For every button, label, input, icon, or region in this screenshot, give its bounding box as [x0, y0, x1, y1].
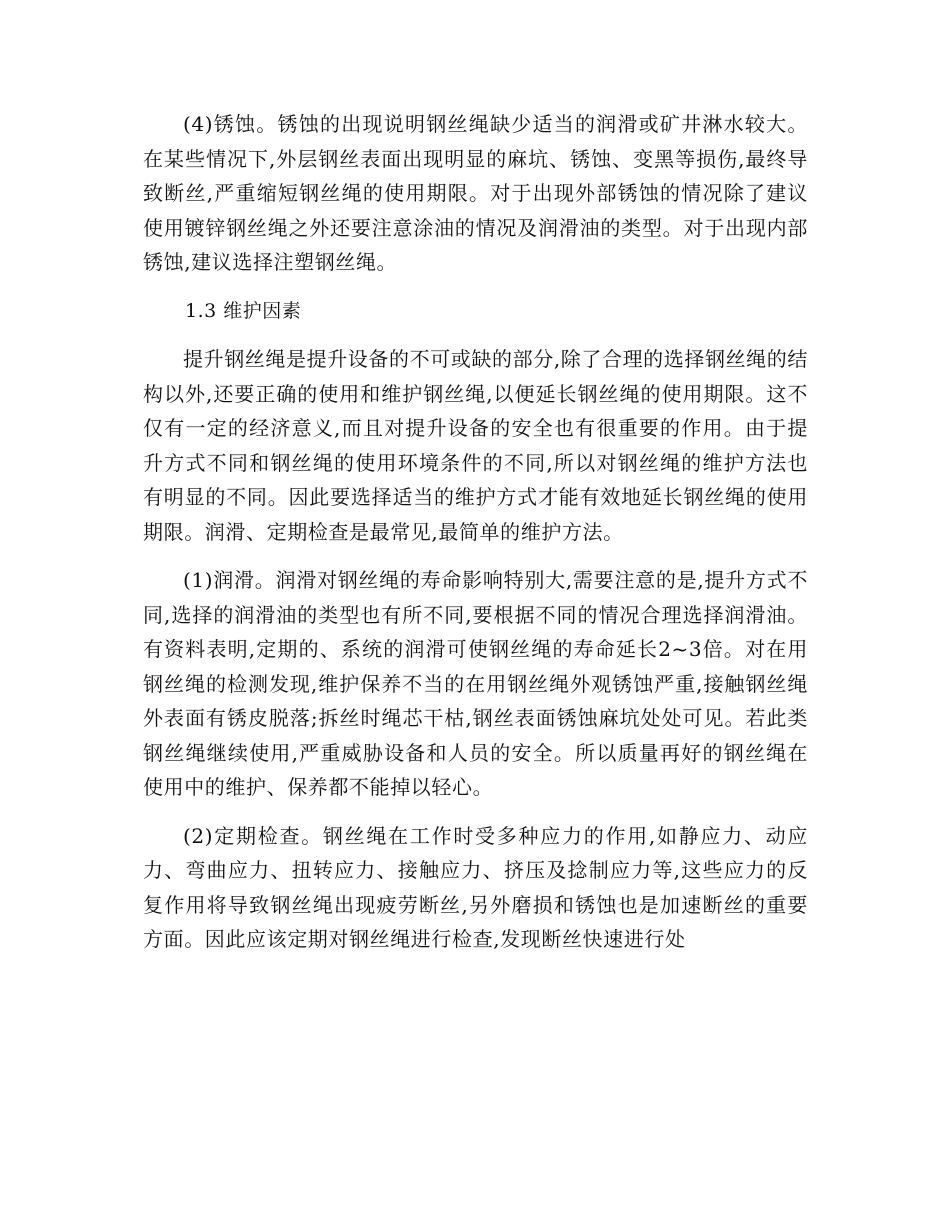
paragraph-maintenance-intro: 提升钢丝绳是提升设备的不可或缺的部分,除了合理的选择钢丝绳的结构以外,还要正确的使用和维护钢丝绳,以便延长钢丝绳的使用期限。这不仅有一定的经济意义,而且对提升设备的安全也有很重要的作用。由于提升方式不同和钢丝绳的使用环境条件的不同,所以对钢丝绳的维护方法也有明显的不同。因此要选择适当的维护方式才能有效地延长钢丝绳的使用期限。润滑、定期检查是最常见,最简单的维护方法。 — [143, 347, 808, 544]
spacer — [143, 280, 808, 294]
section-heading-maintenance: 1.3 维护因素 — [185, 299, 302, 322]
paragraph-periodic-inspection: (2)定期检查。钢丝绳在工作时受多种应力的作用,如静应力、动应力、弯曲应力、扭转应力、接触应力、挤压及捻制应力等,这些应力的反复作用将导致钢丝绳出现疲劳断丝,另外磨损和锈蚀也是加速断丝的重要方面。因此应该定期对钢丝绳进行检查,发现断丝快速进行处 — [143, 823, 808, 951]
paragraph-lubrication: (1)润滑。润滑对钢丝绳的寿命影响特别大,需要注意的是,提升方式不同,选择的润滑油的类型也有所不同,要根据不同的情况合理选择润滑油。有资料表明,定期的、系统的润滑可使钢丝绳的寿命延长2~3倍。对在用钢丝绳的检测发现,维护保养不当的在用钢丝绳外观锈蚀严重,接触钢丝绳外表面有锈皮脱落;拆丝时绳芯干枯,钢丝表面锈蚀麻坑处处可见。若此类钢丝绳继续使用,严重威胁设备和人员的安全。所以质量再好的钢丝绳在使用中的维护、保养都不能掉以轻心。 — [143, 568, 808, 799]
paragraph-corrosion: (4)锈蚀。锈蚀的出现说明钢丝绳缺少适当的润滑或矿井淋水较大。在某些情况下,外层钢丝表面出现明显的麻坑、锈蚀、变黑等损伤,最终导致断丝,严重缩短钢丝绳的使用期限。对于出现外部锈蚀的情况除了建议使用镀锌钢丝绳之外还要注意涂油的情况及润滑油的类型。对于出现内部锈蚀,建议选择注塑钢丝绳。 — [143, 112, 808, 274]
document-body — [143, 107, 808, 957]
spacer — [143, 328, 808, 342]
